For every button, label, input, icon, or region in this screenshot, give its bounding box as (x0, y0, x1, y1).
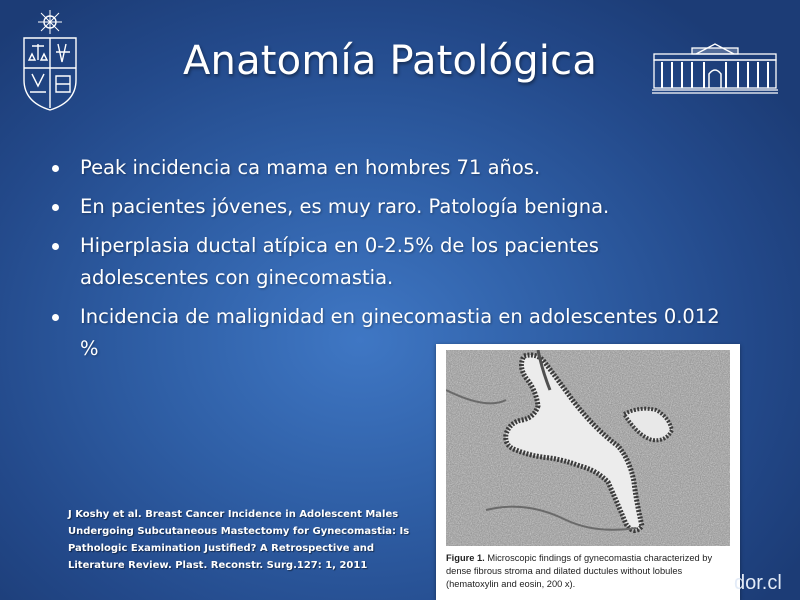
figure-caption-text: Microscopic findings of gynecomastia characterized by dense fibrous stroma and dilated ductules without lobules (hematoxylin and eosin, 200 x). (446, 553, 713, 589)
microscopy-image (446, 350, 730, 546)
bullet-text: Incidencia de malignidad en ginecomastia en adolescentes 0.012 % (80, 305, 720, 360)
bullet-list (48, 152, 728, 372)
bullet-item (48, 191, 728, 223)
bullet-item (48, 230, 728, 294)
slide-title: Anatomía Patológica (182, 38, 598, 84)
bullet-text: Hiperplasia ductal atípica en 0-2.5% de los pacientes adolescentes con ginecomastia. (80, 234, 599, 289)
histology-figure (436, 344, 740, 600)
bullet-text: Peak incidencia ca mama en hombres 71 años. (80, 156, 541, 179)
bullet-text: En pacientes jóvenes, es muy raro. Patología benigna. (80, 195, 610, 218)
university-crest-icon (16, 8, 84, 112)
bullet-dot-icon (52, 165, 59, 172)
figure-caption (446, 552, 736, 591)
citation-reference: J Koshy et al. Breast Cancer Incidence in Adolescent Males Undergoing Subcutaneous Mastectomy for Gynecomastia: Is Pathologic Examination Justified? A Retrospective and Literature Review. Plast. Reconstr. Surg.127: 1, 2011 (68, 509, 410, 571)
building-facade-icon (652, 40, 778, 94)
bullet-item (48, 152, 728, 184)
figure-caption-label: Figure 1. (446, 553, 485, 563)
bullet-dot-icon (52, 204, 59, 211)
watermark-text: dor.cl (734, 572, 782, 594)
bullet-dot-icon (52, 243, 59, 250)
bullet-dot-icon (52, 314, 59, 321)
